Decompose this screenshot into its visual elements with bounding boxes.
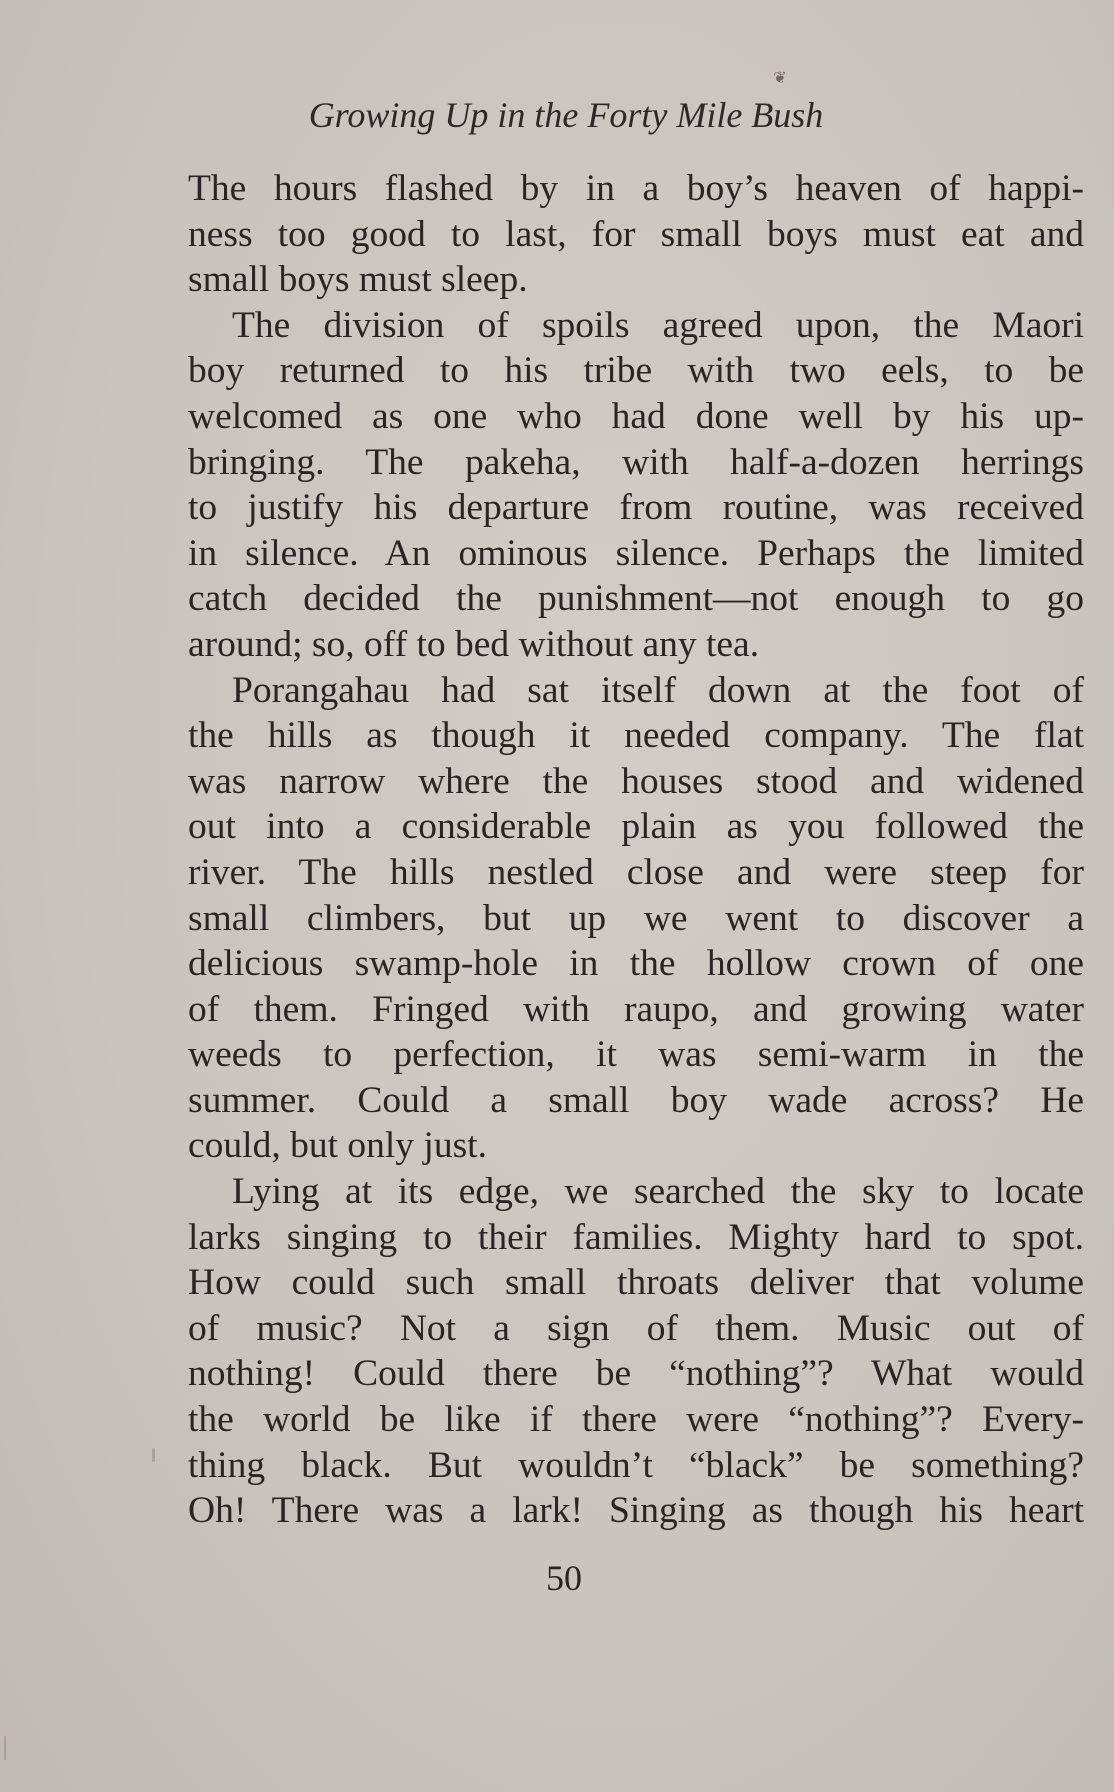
text-line: small climbers, but up we went to discover a <box>188 897 1084 939</box>
text-line: in silence. An ominous silence. Perhaps the limited <box>188 532 1084 574</box>
text-line: The hours flashed by in a boy’s heaven of happi- <box>188 168 1084 209</box>
text-line: the hills as though it needed company. The flat <box>188 715 1084 757</box>
paper-speck <box>4 1736 6 1760</box>
text-line: weeds to perfection, it was semi-warm in the <box>188 1034 1084 1076</box>
text-line: boy returned to his tribe with two eels, to be <box>188 350 1084 392</box>
flower-ornament-icon: ❦ <box>773 68 787 87</box>
text-line: was narrow where the houses stood and widened <box>188 760 1084 802</box>
text-line: The division of spoils agreed upon, the Maori <box>232 304 1084 346</box>
text-line: catch decided the punishment—not enough to go <box>188 578 1084 620</box>
text-line: the world be like if there were “nothing”? Every- <box>188 1399 1084 1441</box>
text-line: to justify his departure from routine, was received <box>188 487 1084 529</box>
text-line: around; so, off to bed without any tea. <box>188 623 760 665</box>
text-line: river. The hills nestled close and were steep for <box>188 851 1084 893</box>
running-head: Growing Up in the Forty Mile Bush <box>308 95 824 135</box>
text-line: delicious swamp-hole in the hollow crown of one <box>188 943 1084 985</box>
text-line: Lying at its edge, we searched the sky to locate <box>232 1171 1084 1213</box>
page-number: 50 <box>546 1558 582 1598</box>
text-line: small boys must sleep. <box>188 259 528 301</box>
text-line: thing black. But wouldn’t “black” be something? <box>188 1444 1084 1486</box>
text-line: summer. Could a small boy wade across? He <box>188 1079 1084 1121</box>
text-line: of music? Not a sign of them. Music out of <box>188 1307 1084 1349</box>
text-line: bringing. The pakeha, with half-a-dozen herrings <box>188 441 1084 483</box>
text-line: could, but only just. <box>188 1125 487 1167</box>
paper-speck <box>152 1448 155 1462</box>
text-line: nothing! Could there be “nothing”? What would <box>188 1353 1084 1395</box>
text-line: How could such small throats deliver that volume <box>188 1262 1084 1304</box>
body-text <box>188 166 1084 1534</box>
text-line: Porangahau had sat itself down at the foot of <box>232 669 1084 711</box>
text-line: Oh! There was a lark! Singing as though his heart <box>188 1490 1084 1532</box>
text-line: out into a considerable plain as you followed the <box>188 806 1084 848</box>
text-line: welcomed as one who had done well by his up- <box>188 395 1084 437</box>
text-line: ness too good to last, for small boys must eat and <box>188 213 1084 255</box>
text-line: of them. Fringed with raupo, and growing water <box>188 988 1084 1030</box>
text-line: larks singing to their families. Mighty hard to spot. <box>188 1216 1084 1258</box>
